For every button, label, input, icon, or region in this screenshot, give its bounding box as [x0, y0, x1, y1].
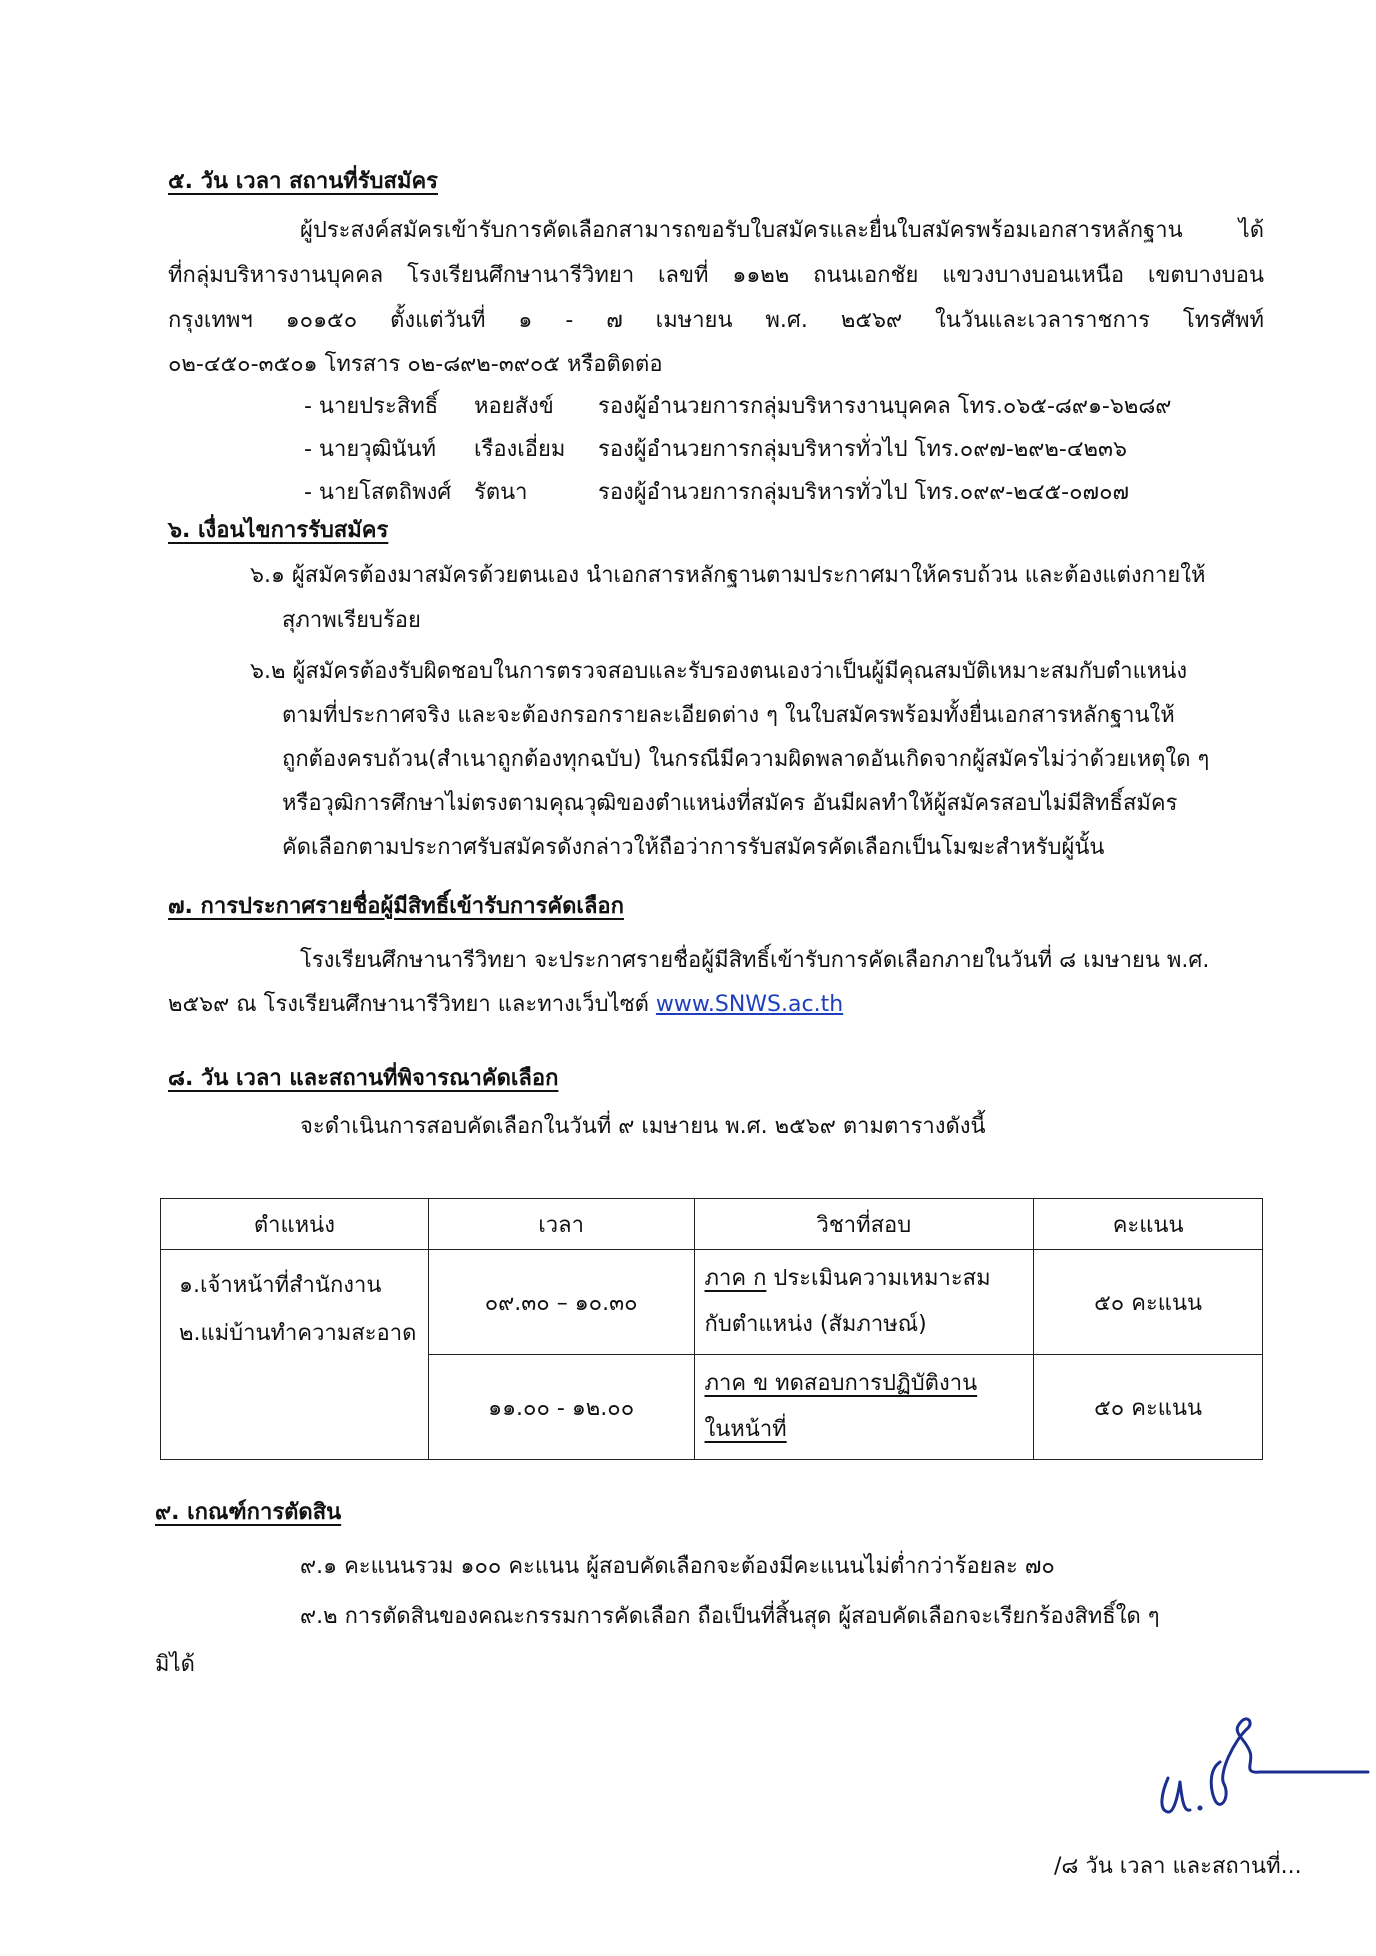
- section-6-2-line-1: ๖.๒ ผู้สมัครต้องรับผิดชอบในการตรวจสอบและรับรองตนเองว่าเป็นผู้มีคุณสมบัติเหมาะสมกับตำแหน่ง: [250, 659, 1188, 684]
- section-6-2-line-2: ตามที่ประกาศจริง และจะต้องกรอกรายละเอียดต่าง ๆ ในใบสมัครพร้อมทั้งยื่นเอกสารหลักฐานให้: [282, 703, 1175, 728]
- section-6-1-line-1: ๖.๑ ผู้สมัครต้องมาสมัครด้วยตนเอง นำเอกสารหลักฐานตามประกาศมาให้ครบถ้วน และต้องแต่งกายให้: [250, 563, 1206, 588]
- contact-1-name: - นายประสิทธิ์: [304, 394, 439, 419]
- header-subject: วิชาที่สอบ: [694, 1199, 1034, 1250]
- subject-cell: [694, 1250, 1034, 1355]
- section-6-2-line-4: หรือวุฒิการศึกษาไม่ตรงตามคุณวุฒิของตำแหน่งที่สมัคร อันมีผลทำให้ผู้สมัครสอบไม่มีสิทธิ์สมัคร: [282, 791, 1178, 816]
- section-5-line-1: ผู้ประสงค์สมัครเข้ารับการคัดเลือกสามารถขอรับใบสมัครและยื่นใบสมัครพร้อมเอกสารหลักฐาน ได้: [300, 218, 1264, 243]
- section-7-line-2: [168, 986, 843, 1021]
- section-5-line-2: ที่กลุ่มบริหารงานบุคคล โรงเรียนศึกษานารีวิทยา เลขที่ ๑๑๒๒ ถนนเอกชัย แขวงบางบอนเหนือ เขตบางบอน: [168, 263, 1264, 288]
- subject-line-2: ในหน้าที่: [704, 1417, 787, 1442]
- section-7-line-1: โรงเรียนศึกษานารีวิทยา จะประกาศรายชื่อผู้มีสิทธิ์เข้ารับการคัดเลือกภายในวันที่ ๘ เมษายน พ.ศ.: [300, 948, 1210, 973]
- score-cell: ๕๐ คะแนน: [1034, 1250, 1263, 1355]
- section-5-line-4: ๐๒-๔๕๐-๓๕๐๑ โทรสาร ๐๒-๘๙๒-๓๙๐๕ หรือติดต่อ: [168, 352, 663, 377]
- section-5-line-3: กรุงเทพฯ ๑๐๑๕๐ ตั้งแต่วันที่ ๑ - ๗ เมษายน พ.ศ. ๒๕๖๙ ในวันและเวลาราชการ โทรศัพท์: [168, 308, 1264, 333]
- section-6-2-line-3: ถูกต้องครบถ้วน(สำเนาถูกต้องทุกฉบับ) ในกรณีมีความผิดพลาดอันเกิดจากผู้สมัครไม่ว่าด้วยเหตุใด ๆ: [282, 747, 1210, 772]
- section-9-2: ๙.๒ การตัดสินของคณะกรรมการคัดเลือก ถือเป็นที่สิ้นสุด ผู้สอบคัดเลือกจะเรียกร้องสิทธิ์ใด ๆ: [300, 1604, 1160, 1629]
- subject-part: ภาค ข ทดสอบการปฏิบัติงาน: [704, 1371, 978, 1396]
- website-link[interactable]: www.SNWS.ac.th: [655, 992, 844, 1017]
- header-time: เวลา: [428, 1199, 694, 1250]
- subject-line-2: กับตำแหน่ง (สัมภาษณ์): [704, 1312, 927, 1337]
- section-8-heading: ๘. วัน เวลา และสถานที่พิจารณาคัดเลือก: [168, 1066, 559, 1091]
- section-5-heading: ๕. วัน เวลา สถานที่รับสมัคร: [168, 169, 438, 194]
- section-6-1-line-2: สุภาพเรียบร้อย: [282, 608, 421, 633]
- section-9-heading: ๙. เกณฑ์การตัดสิน: [155, 1500, 342, 1525]
- contact-2-role: รองผู้อำนวยการกลุ่มบริหารทั่วไป โทร.๐๙๗-๒๙๒-๔๒๓๖: [598, 437, 1127, 462]
- section-7-heading: ๗. การประกาศรายชื่อผู้มีสิทธิ์เข้ารับการคัดเลือก: [168, 894, 624, 919]
- contact-1-surname: หอยสังข์: [474, 394, 554, 419]
- section-6-2-line-5: คัดเลือกตามประกาศรับสมัครดังกล่าวให้ถือว่าการรับสมัครคัดเลือกเป็นโมฆะสำหรับผู้นั้น: [282, 835, 1105, 860]
- contact-3-role: รองผู้อำนวยการกลุ่มบริหารทั่วไป โทร.๐๙๙-๒๔๕-๐๗๐๗: [598, 480, 1130, 505]
- subject-rest: ประเมินความเหมาะสม: [766, 1266, 991, 1291]
- contact-2-surname: เรืองเอี่ยม: [474, 437, 566, 462]
- section-6-heading: ๖. เงื่อนไขการรับสมัคร: [168, 518, 389, 543]
- header-score: คะแนน: [1034, 1199, 1263, 1250]
- section-9-2-cont: มิได้: [155, 1652, 195, 1677]
- section-9-1: ๙.๑ คะแนนรวม ๑๐๐ คะแนน ผู้สอบคัดเลือกจะต้องมีคะแนนไม่ต่ำกว่าร้อยละ ๗๐: [300, 1554, 1055, 1579]
- score-cell: ๕๐ คะแนน: [1034, 1355, 1263, 1460]
- exam-schedule-table: [160, 1198, 1263, 1460]
- header-position: ตำแหน่ง: [161, 1199, 429, 1250]
- time-cell: ๑๑.๐๐ - ๑๒.๐๐: [428, 1355, 694, 1460]
- signature: [1150, 1700, 1370, 1830]
- subject-part: ภาค ก: [704, 1266, 767, 1291]
- section-8-intro: จะดำเนินการสอบคัดเลือกในวันที่ ๙ เมษายน พ.ศ. ๒๕๖๙ ตามตารางดังนี้: [300, 1114, 986, 1139]
- position-cell: [161, 1250, 429, 1460]
- contact-1-role: รองผู้อำนวยการกลุ่มบริหารงานบุคคล โทร.๐๖๕-๘๙๑-๖๒๘๙: [598, 394, 1172, 419]
- section-7-line-2-text: ๒๕๖๙ ณ โรงเรียนศึกษานารีวิทยา และทางเว็บไซต์: [168, 992, 649, 1017]
- continuation-text: /๘ วัน เวลา และสถานที่...: [1054, 1854, 1302, 1879]
- subject-cell: [694, 1355, 1034, 1460]
- time-cell: ๐๙.๓๐ – ๑๐.๓๐: [428, 1250, 694, 1355]
- contact-3-name: - นายโสตถิพงศ์: [304, 480, 452, 505]
- contact-3-surname: รัตนา: [474, 480, 528, 505]
- table-header-row: [161, 1199, 1263, 1250]
- position-1: ๑.เจ้าหน้าที่สำนักงาน: [179, 1273, 382, 1298]
- position-2: ๒.แม่บ้านทำความสะอาด: [179, 1321, 417, 1346]
- table-row: [161, 1250, 1263, 1355]
- contact-2-name: - นายวุฒินันท์: [304, 437, 437, 462]
